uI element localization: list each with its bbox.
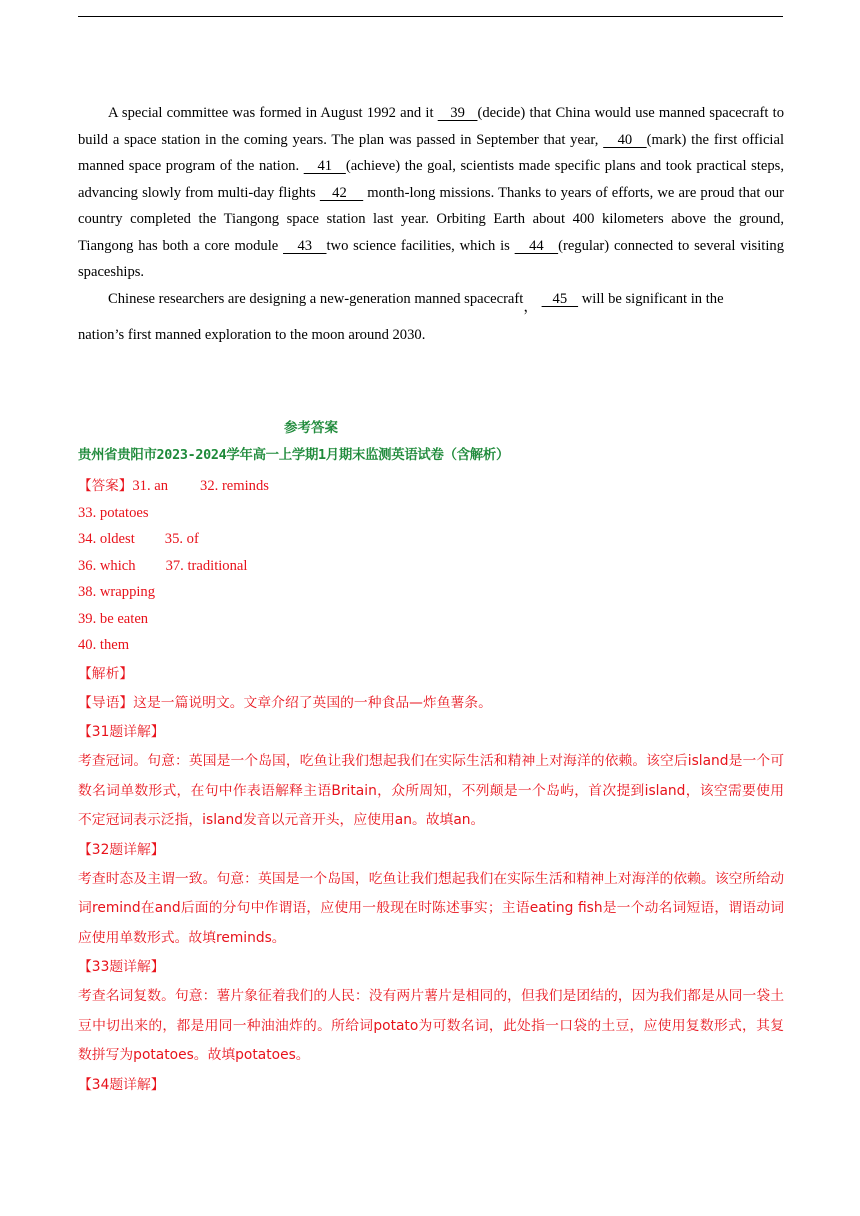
answer-32: 32. reminds: [200, 478, 269, 494]
answer-39: 39. be eaten: [78, 610, 149, 627]
text-run: (achieve) the goal, scientists made specific plans and took practical steps, advancing slowly from multi-day flights: [78, 158, 785, 201]
cloze-passage: [78, 100, 784, 349]
answer-36: 36. which: [78, 557, 136, 574]
blank-42: 42: [319, 184, 364, 201]
text-run: A special committee was formed in August 1992 and it: [108, 105, 438, 121]
text-run: (mark) the first official manned space program of the nation.: [78, 131, 785, 174]
passage-paragraph-1: [78, 100, 784, 286]
header-rule: [78, 16, 783, 17]
analysis-heading: 【解析】: [78, 666, 134, 682]
analysis-section: [78, 660, 784, 1100]
answer-33: 33. potatoes: [78, 504, 149, 521]
item-heading-31: 【31题详解】: [78, 724, 165, 740]
reference-answer-title: 参考答案: [284, 420, 338, 436]
answer-34: 34. oldest: [78, 531, 135, 547]
answer-row: [78, 579, 269, 606]
answer-list: [78, 473, 269, 659]
item-body-33: 考查名词复数。句意：薯片象征着我们的人民：没有两片薯片是相同的，但我们是团结的，因为我们都是从同一袋土豆中切出来的，都是用同一种油油炸的。所给词potato为可数名词，此处指一口袋的土豆，应使用复数形式，其复数拼写为potatoes。故填potatoes。: [78, 988, 784, 1063]
answer-row: [78, 553, 269, 580]
text-run: nation’s first manned exploration to the moon around 2030.: [78, 327, 426, 343]
text-run: (decide) that China would use manned spacecraft to build a space station in the coming years. The plan was passed in September that year,: [78, 105, 784, 148]
item-heading-34: 【34题详解】: [78, 1076, 165, 1093]
passage-paragraph-2-end: [78, 322, 784, 349]
text-run: (regular) connected to several visiting spaceships.: [78, 237, 784, 280]
answer-40: 40. them: [78, 637, 130, 653]
answer-row: [78, 632, 269, 659]
text-run: will be significant in the: [578, 290, 724, 307]
intro-text: 【导语】这是一篇说明文。文章介绍了英国的一种食品—炸鱼薯条。: [78, 695, 492, 711]
comma: ，: [523, 297, 538, 315]
blank-44: 44: [514, 237, 559, 254]
document-title: 贵州省贵阳市2023-2024学年高一上学期1月期末监测英语试卷（含解析）: [78, 448, 510, 463]
passage-paragraph-2: [78, 286, 784, 313]
blank-40: 40: [603, 131, 647, 148]
answer-37: 37. traditional: [165, 557, 248, 574]
answer-row: [78, 526, 269, 553]
text-run: month-long missions. Thanks to years of efforts, we are proud that our country completed the Tiangong space station last year. Orbiting Earth about 400 kilometers above the ground, Tiangong has both a core module: [78, 184, 784, 254]
blank-41: 41: [303, 158, 346, 174]
text-run: Chinese researchers are designing a new-generation manned spacecraft: [108, 290, 524, 307]
answer-row: [78, 606, 269, 633]
item-heading-33: 【33题详解】: [78, 959, 165, 975]
blank-45: 45: [541, 290, 579, 307]
answer-35: 35. of: [164, 531, 199, 547]
item-body-32: 考查时态及主谓一致。句意：英国是一个岛国，吃鱼让我们想起我们在实际生活和精神上对海洋的依赖。该空所给动词remind在and后面的分句中作谓语，应使用一般现在时陈述事实；主语eating fish是一个动名词短语，谓语动词应使用单数形式。故填reminds。: [78, 870, 784, 946]
blank-39: 39: [437, 105, 478, 121]
answer-row: [78, 473, 269, 500]
item-heading-32: 【32题详解】: [78, 841, 165, 858]
item-body-31: 考查冠词。句意：英国是一个岛国，吃鱼让我们想起我们在实际生活和精神上对海洋的依赖。该空后island是一个可数名词单数形式，在句中作表语解释主语Britain，众所周知，不列颠是一个岛屿，首次提到island，该空需要使用不定冠词表示泛指，island发音以元音开头，应使用an。故填an。: [78, 753, 784, 828]
answer-31: 31. an: [132, 478, 169, 494]
answer-tag: 【答案】: [78, 478, 133, 494]
text-run: two science facilities, which is: [326, 237, 515, 254]
answer-38: 38. wrapping: [78, 584, 156, 600]
blank-43: 43: [283, 237, 327, 254]
answer-row: [78, 500, 269, 527]
